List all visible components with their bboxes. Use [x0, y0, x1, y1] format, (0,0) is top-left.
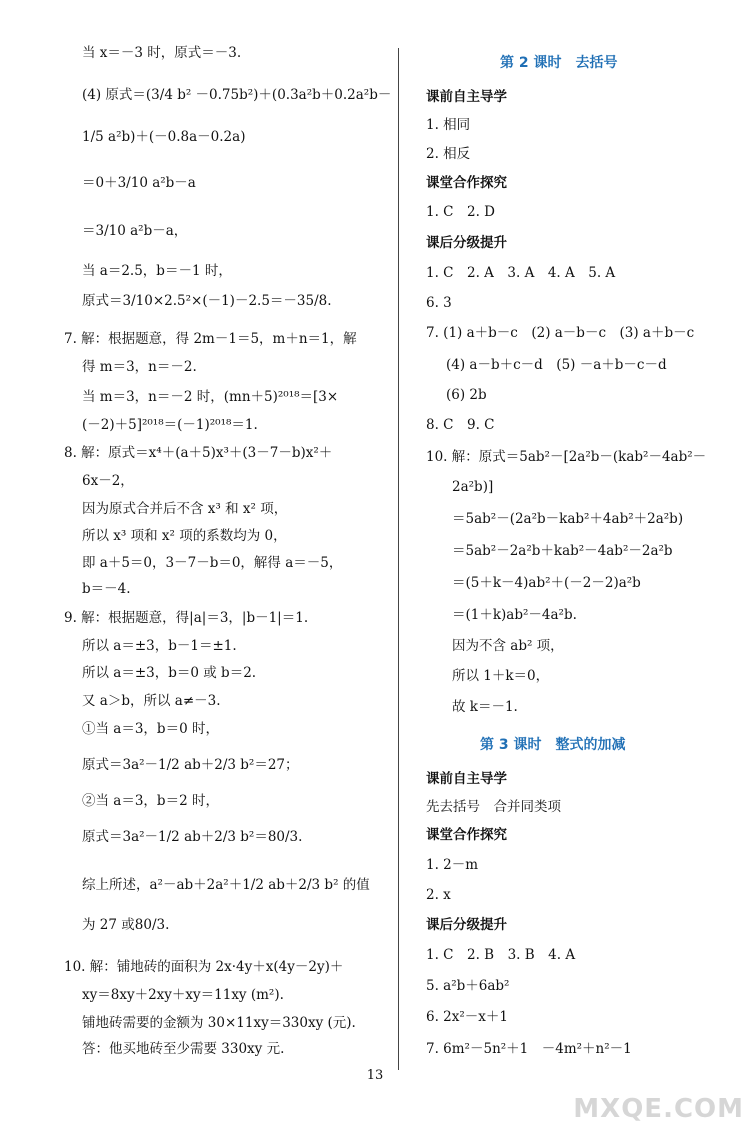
right-text-line: 故 k＝－1.	[452, 699, 518, 715]
right-text-line: 6. 2x²－x＋1	[426, 1009, 508, 1025]
right-text-line: ＝5ab²－(2a²b－kab²＋4ab²＋2a²b)	[452, 511, 684, 527]
right-text-line: (4) a－b＋c－d (5) －a＋b－c－d	[446, 357, 667, 373]
left-text-line: 所以 a＝±3，b－1＝±1.	[82, 638, 237, 654]
right-text-line: 所以 1＋k＝0，	[452, 668, 550, 684]
left-text-line: ＝0＋3/10 a²b－a	[82, 175, 196, 191]
right-text-line: 1. C 2. D	[426, 204, 495, 220]
right-text-line: 课后分级提升	[426, 235, 507, 251]
right-text-line: 1. C 2. A 3. A 4. A 5. A	[426, 265, 616, 281]
left-text-line: 10. 解：铺地砖的面积为 2x·4y＋x(4y－2y)＋	[64, 959, 344, 975]
left-text-line: 9. 解：根据题意，得|a|＝3，|b－1|＝1.	[64, 610, 309, 626]
lesson-3-heading: 第 3 课时 整式的加减	[480, 737, 626, 753]
left-text-line: 答：他买地砖至少需要 330xy 元.	[82, 1041, 285, 1057]
right-text-line: 7. 6m²－5n²＋1 －4m²＋n²－1	[426, 1041, 632, 1057]
left-text-line: 又 a＞b，所以 a≠－3.	[82, 693, 221, 709]
left-text-line: 原式＝3a²－1/2 ab＋2/3 b²＝27；	[82, 757, 299, 773]
left-text-line: 8. 解：原式＝x⁴＋(a＋5)x³＋(3－7－b)x²＋	[64, 445, 333, 461]
left-text-line: 当 x＝－3 时，原式＝－3.	[82, 45, 242, 61]
left-text-line: 为 27 或80/3.	[82, 917, 170, 933]
right-text-line: 课前自主导学	[426, 771, 507, 787]
right-text-line: 课堂合作探究	[426, 827, 507, 843]
left-text-line: xy＝8xy＋2xy＋xy＝11xy (m²).	[82, 987, 284, 1003]
right-text-line: 6. 3	[426, 295, 452, 311]
right-text-line: 课后分级提升	[426, 917, 507, 933]
left-text-line: 原式＝3/10×2.5²×(－1)－2.5＝－35/8.	[82, 293, 332, 309]
left-text-line: (－2)＋5]²⁰¹⁸＝(－1)²⁰¹⁸＝1.	[82, 417, 258, 433]
right-text-line: 7. (1) a＋b－c (2) a－b－c (3) a＋b－c	[426, 325, 695, 341]
left-text-line: 所以 a＝±3，b＝0 或 b＝2.	[82, 665, 257, 681]
left-text-line: 原式＝3a²－1/2 ab＋2/3 b²＝80/3.	[82, 829, 303, 845]
left-text-line: 当 m＝3，n＝－2 时，(mn＋5)²⁰¹⁸＝[3×	[82, 389, 339, 405]
right-text-line: ＝(1＋k)ab²－4a²b.	[452, 607, 577, 623]
right-text-line: ＝(5＋k－4)ab²＋(－2－2)a²b	[452, 575, 641, 591]
left-text-line: 6x－2，	[82, 473, 134, 489]
right-text-line: 2. x	[426, 887, 451, 903]
right-text-line: 1. C 2. B 3. B 4. A	[426, 947, 576, 963]
left-text-line: b＝－4.	[82, 581, 131, 597]
left-text-line: (4) 原式＝(3/4 b² －0.75b²)＋(0.3a²b＋0.2a²b－	[82, 87, 392, 103]
right-text-line: 2a²b)]	[452, 479, 494, 495]
left-text-line: 当 a＝2.5，b＝－1 时，	[82, 263, 232, 279]
right-text-line: 课堂合作探究	[426, 175, 507, 191]
left-text-line: 综上所述，a²－ab＋2a²＋1/2 ab＋2/3 b² 的值	[82, 877, 370, 893]
column-divider	[398, 48, 399, 1070]
right-text-line: 先去括号 合并同类项	[426, 799, 561, 815]
right-text-line: 因为不含 ab² 项，	[452, 638, 564, 654]
right-text-line: 10. 解：原式＝5ab²－[2a²b－(kab²－4ab²－	[426, 449, 707, 465]
left-text-line: ①当 a＝3，b＝0 时，	[82, 721, 219, 737]
right-text-line: 1. 2－m	[426, 857, 479, 873]
right-text-line: 8. C 9. C	[426, 417, 495, 433]
left-text-line: ②当 a＝3，b＝2 时，	[82, 793, 219, 809]
watermark-logo: MXQE.COM	[573, 1094, 744, 1124]
right-text-line: 课前自主导学	[426, 89, 507, 105]
right-text-line: 2. 相反	[426, 146, 471, 162]
right-text-line: ＝5ab²－2a²b＋kab²－4ab²－2a²b	[452, 543, 673, 559]
left-text-line: 1/5 a²b)＋(－0.8a－0.2a)	[82, 129, 246, 145]
left-text-line: 所以 x³ 项和 x² 项的系数均为 0，	[82, 528, 287, 544]
page-number: 13	[366, 1068, 384, 1083]
right-text-line: 1. 相同	[426, 117, 471, 133]
lesson-2-heading: 第 2 课时 去括号	[500, 55, 618, 71]
left-text-line: ＝3/10 a²b－a，	[82, 223, 188, 239]
left-text-line: 得 m＝3，n＝－2.	[82, 359, 197, 375]
left-text-line: 7. 解：根据题意，得 2m－1＝5，m＋n＝1，解	[64, 331, 357, 347]
left-text-line: 即 a＋5＝0，3－7－b＝0，解得 a＝－5，	[82, 555, 343, 571]
left-text-line: 铺地砖需要的金额为 30×11xy＝330xy (元).	[82, 1015, 356, 1031]
left-text-line: 因为原式合并后不含 x³ 和 x² 项，	[82, 501, 288, 517]
right-text-line: 5. a²b＋6ab²	[426, 978, 510, 994]
right-text-line: (6) 2b	[446, 387, 487, 403]
